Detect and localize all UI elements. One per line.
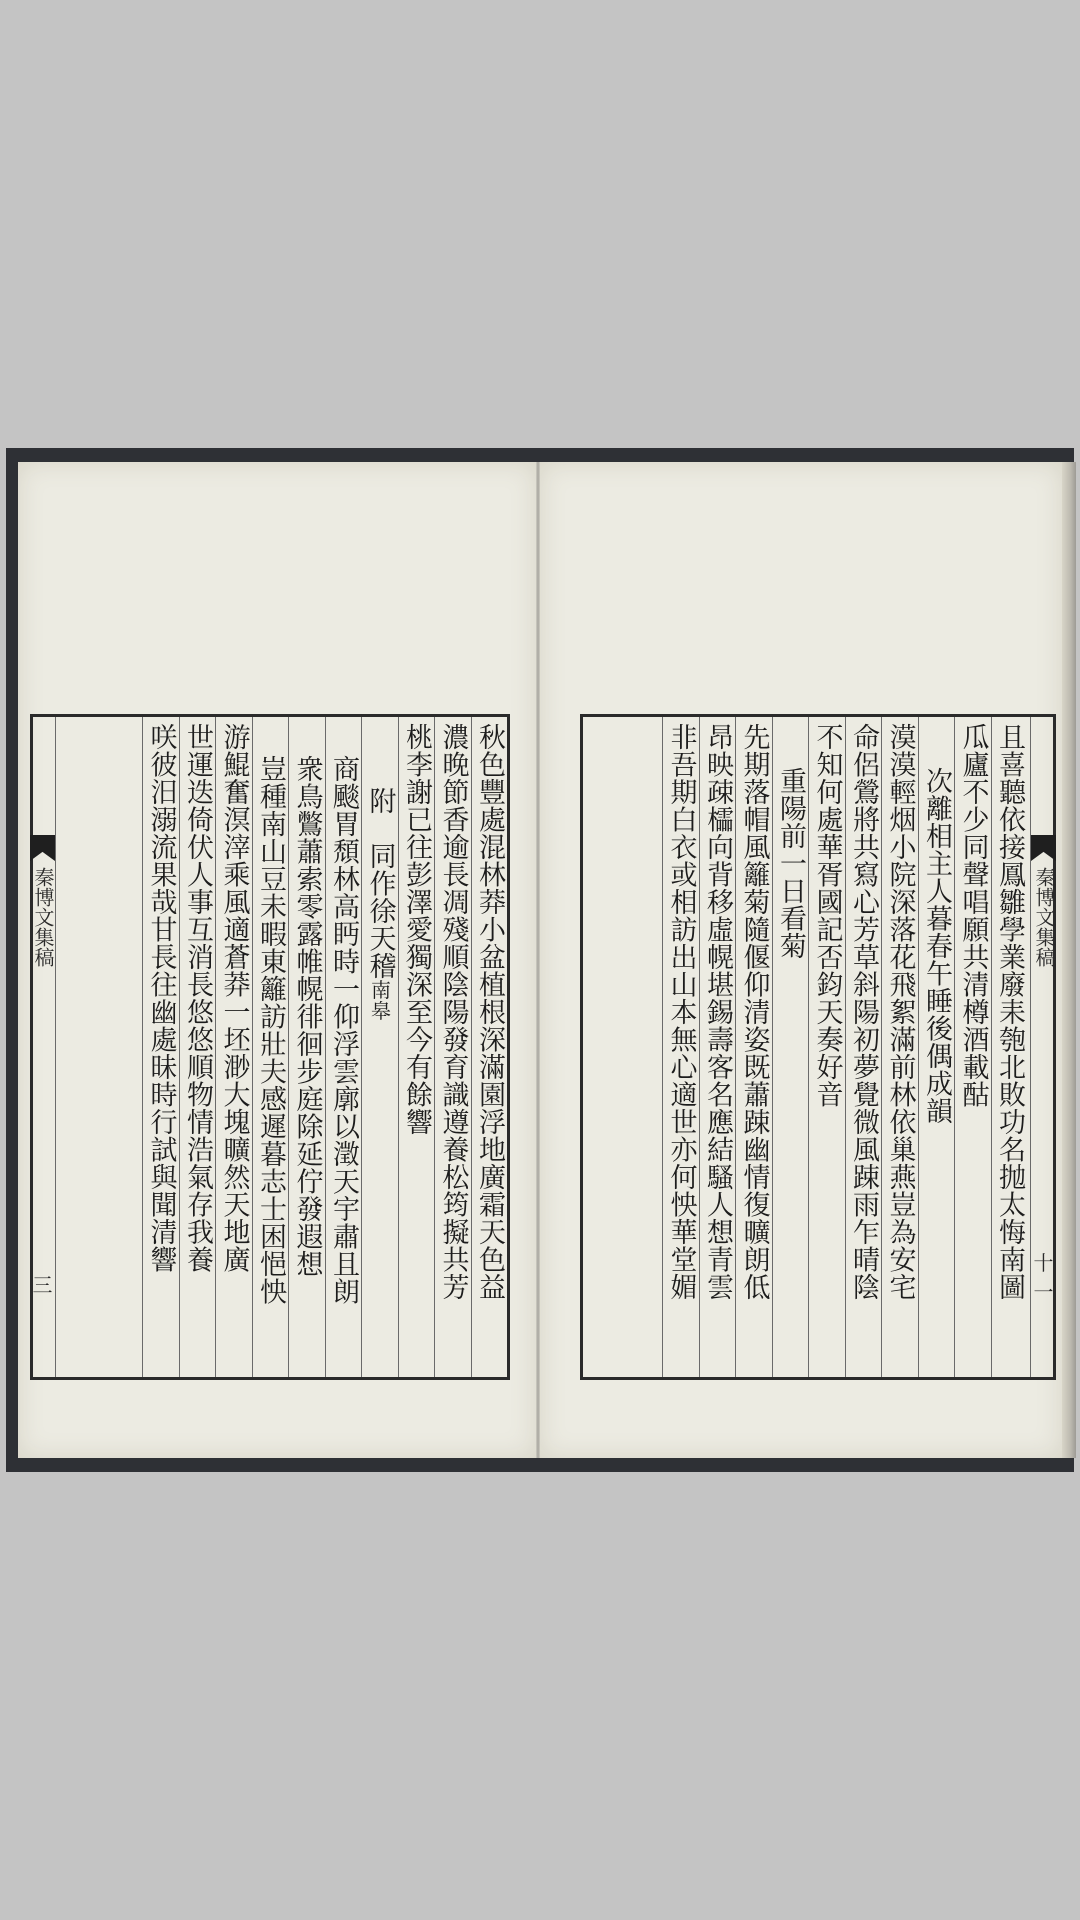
- poem-title: 重陽前一日看菊: [772, 717, 809, 1377]
- left-columns: [59, 717, 507, 1377]
- section-heading: 附 同作: [364, 787, 396, 897]
- right-page-margin: [1030, 717, 1056, 1377]
- left-page: [18, 462, 536, 1458]
- text-column: 豈種南山豆未暇東籬訪壯夫感遲暮志士困悒怏: [252, 717, 289, 1377]
- margin-title: 秦博文集稿: [31, 867, 55, 967]
- text-column: 非吾期白衣或相訪出山本無心適世亦何怏華堂媚: [662, 717, 699, 1377]
- right-columns: [583, 717, 1027, 1377]
- text-column: 濃晚節香逾長凋殘順陰陽發育識遵養松筠擬共芳: [434, 717, 471, 1377]
- folio-number: 三: [32, 1273, 53, 1297]
- attribution-column: [361, 717, 398, 1377]
- text-column: 瓜廬不少同聲唱願共清樽酒載酤: [954, 717, 991, 1377]
- author-origin: 南皋: [367, 979, 392, 1022]
- left-text-frame: [30, 714, 510, 1380]
- text-column: 漠漠輕烟小院深落花飛絮滿前林依巢燕豈為安宅: [881, 717, 918, 1377]
- text-column: 命侶鶯將共寫心芳草斜陽初夢覺微風踈雨乍晴陰: [845, 717, 882, 1377]
- text-column: 商颷胃頹林高眄時一仰浮雲廓以澂天宇肅且朗: [325, 717, 362, 1377]
- author-name: 徐天稽: [364, 897, 396, 980]
- fishtail-mark-icon: [30, 835, 55, 861]
- text-column: 且喜聽依接鳳雛學業廢耒匏北敗功名抛太悔南圖: [991, 717, 1028, 1377]
- text-column: 昂映疎櫺向背移虛幌堪錫壽客名應結騷人想青雲: [699, 717, 736, 1377]
- poem-title: 次離相主人暮春午睡後偶成韻: [918, 717, 955, 1377]
- text-column: 桃李謝已往彭澤愛獨深至今有餘響: [398, 717, 435, 1377]
- text-column: 衆鳥鷩蕭索零露帷幌徘徊步庭除延佇發遐想: [288, 717, 325, 1377]
- right-page: [540, 462, 1062, 1458]
- text-column: 不知何處華胥國記否鈞天奏好音: [808, 717, 845, 1377]
- left-page-margin: [30, 717, 56, 1377]
- right-text-frame: [580, 714, 1056, 1380]
- text-column: 秋色豐處混林莽小盆植根深滿園浮地廣霜天色益: [471, 717, 508, 1377]
- margin-title: 秦博文集稿: [1032, 867, 1056, 967]
- text-column: 游鯤奮溟滓乘風適蒼莽一坯渺大塊曠然天地廣: [215, 717, 252, 1377]
- text-column: 先期落帽風籬菊隨偃仰清姿既蕭踈幽情復曠朗低: [735, 717, 772, 1377]
- text-column: 世運迭倚伏人事互消長悠悠順物情浩氣存我養: [179, 717, 216, 1377]
- fishtail-mark-icon: [1031, 835, 1056, 861]
- book-spread: [6, 448, 1074, 1472]
- text-column: 咲彼汨溺流果哉甘長往幽處昧時行試與聞清響: [142, 717, 179, 1377]
- folio-number: 十一: [1033, 1251, 1054, 1304]
